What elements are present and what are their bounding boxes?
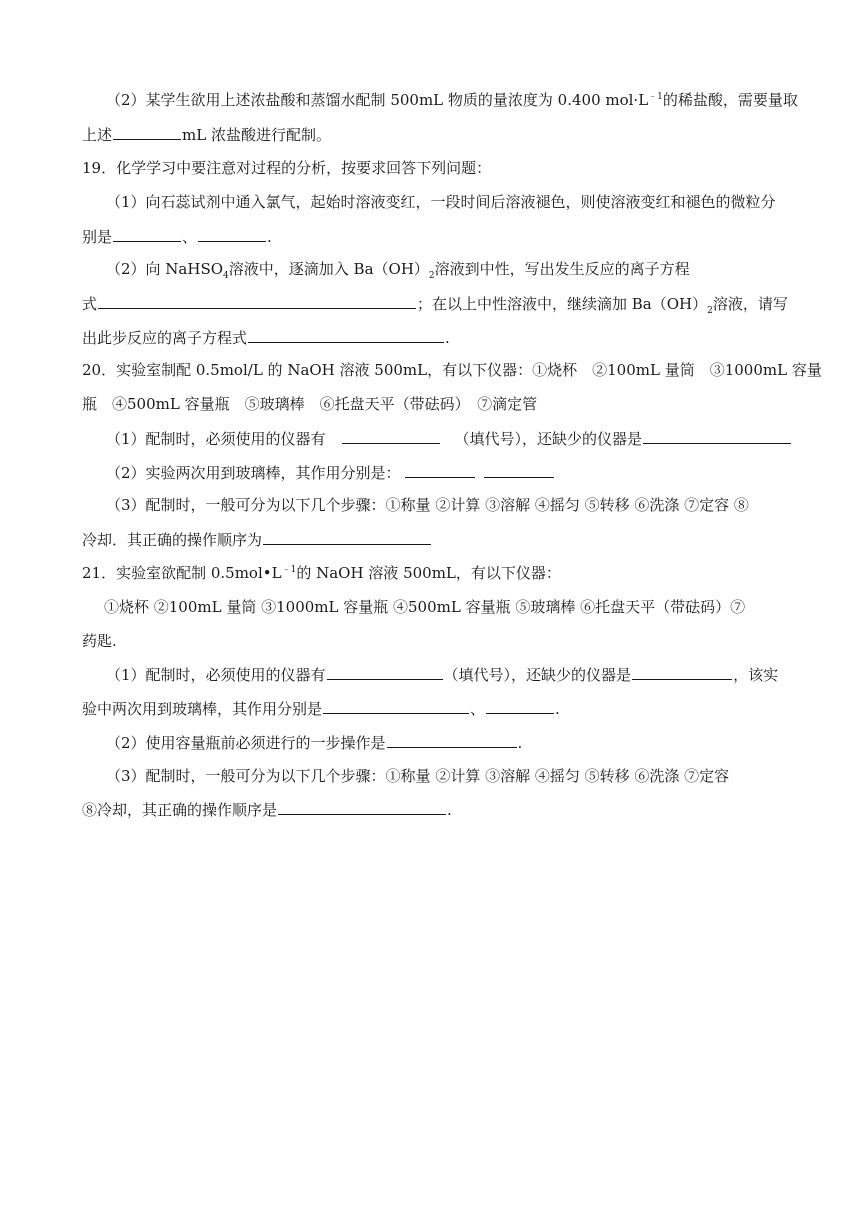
q19-part2-line3 xyxy=(82,327,450,348)
q20-text: 冷却．其正确的操作顺序为 xyxy=(82,531,263,549)
q21-title xyxy=(82,563,561,583)
q18-part2-text-b: 的稀盐酸，需要量取 xyxy=(662,91,798,109)
answer-blank[interactable] xyxy=(405,462,475,478)
q18-part2-line1 xyxy=(106,90,798,110)
answer-blank[interactable] xyxy=(263,529,431,545)
answer-blank[interactable] xyxy=(198,226,266,242)
q21-text: （2）使用容量瓶前必须进行的一步操作是 xyxy=(106,734,386,752)
q20-title-line1: 20．实验室制配 0.5mol/L 的 NaOH 溶液 500mL，有以下仪器：①烧杯 ②100mL 量筒 ③1000mL 容量 xyxy=(82,361,822,379)
answer-blank[interactable] xyxy=(323,698,469,714)
period: . xyxy=(517,734,523,752)
q19-text: （2）向 NaHSO xyxy=(106,260,224,278)
period: . xyxy=(267,228,272,246)
period: . xyxy=(445,329,450,347)
q19-text: 溶液中，逐滴加入 Ba（OH） xyxy=(228,260,429,278)
q20-title-line2: 瓶 ④500mL 容量瓶 ⑤玻璃棒 ⑥托盘天平（带砝码） ⑦滴定管 xyxy=(82,395,538,413)
q19-part2-line1 xyxy=(106,259,690,279)
q20-part3-line2 xyxy=(82,529,432,550)
q19-text: 式 xyxy=(82,295,98,313)
q21-instrument-list-cont: 药匙. xyxy=(82,632,117,650)
answer-blank[interactable] xyxy=(113,226,181,242)
q18-part2-text: （2）某学生欲用上述浓盐酸和蒸馏水配制 500mL 物质的量浓度为 0.400 mol·L xyxy=(106,91,649,109)
q21-text: （填代号），还缺少的仪器是 xyxy=(443,666,632,684)
q21-part3-line1: （3）配制时，一般可分为以下几个步骤：①称量 ②计算 ③溶解 ④摇匀 ⑤转移 ⑥洗涤 ⑦定容 xyxy=(106,767,730,785)
q19-text: 溶液，请写 xyxy=(712,295,788,313)
answer-blank[interactable] xyxy=(113,124,181,140)
period: . xyxy=(447,801,452,819)
q20-part3-line1: （3）配制时，一般可分为以下几个步骤：①称量 ②计算 ③溶解 ④摇匀 ⑤转移 ⑥洗涤 ⑦定容 ⑧ xyxy=(106,496,749,514)
q19-text: 别是 xyxy=(82,228,113,246)
q20-part2 xyxy=(106,462,555,483)
q21-text: （1）配制时，必须使用的仪器有 xyxy=(106,666,326,684)
q21-text: ，该实 xyxy=(733,666,779,684)
answer-blank[interactable] xyxy=(387,732,517,748)
period: . xyxy=(555,700,560,718)
answer-blank[interactable] xyxy=(632,664,732,680)
q19-text: ；在以上中性溶液中，继续滴加 Ba（OH） xyxy=(417,295,708,313)
q19-part2-line2 xyxy=(82,293,788,314)
q21-part1-line1 xyxy=(106,664,778,685)
q21-text: 21．实验室欲配制 0.5mol•L xyxy=(82,564,282,582)
separator: 、 xyxy=(182,228,198,246)
q20-part1 xyxy=(106,428,792,449)
q18-part2-line2 xyxy=(82,124,331,145)
subscript: 4 xyxy=(223,271,229,281)
q21-part2 xyxy=(106,732,522,753)
superscript: ﹣1 xyxy=(281,565,297,575)
q21-text: ⑧冷却，其正确的操作顺序是 xyxy=(82,801,278,819)
answer-blank[interactable] xyxy=(484,462,554,478)
q19-text: 溶液到中性，写出发生反应的离子方程 xyxy=(434,260,690,278)
answer-blank[interactable] xyxy=(486,698,554,714)
q20-text: （1）配制时，必须使用的仪器有 xyxy=(106,430,326,448)
answer-blank[interactable] xyxy=(342,428,440,444)
q21-part1-line2 xyxy=(82,698,560,719)
q19-title: 19．化学学习中要注意对过程的分析，按要求回答下列问题： xyxy=(82,159,492,177)
q21-part3-line2 xyxy=(82,799,452,820)
q21-instrument-list: ①烧杯 ②100mL 量筒 ③1000mL 容量瓶 ④500mL 容量瓶 ⑤玻璃棒 ⑥托盘天平（带砝码）⑦ xyxy=(104,598,746,616)
q19-text: 出此步反应的离子方程式 xyxy=(82,329,248,347)
superscript: ﹣1 xyxy=(648,92,663,102)
q21-text: 验中两次用到玻璃棒，其作用分别是 xyxy=(82,700,323,718)
q18-text-d: mL 浓盐酸进行配制。 xyxy=(182,126,331,144)
answer-blank[interactable] xyxy=(98,293,416,309)
q19-part1-line2 xyxy=(82,226,272,247)
subscript: 2 xyxy=(428,271,435,281)
q19-part1-line1: （1）向石蕊试剂中通入氯气，起始时溶液变红，一段时间后溶液褪色，则使溶液变红和褪色的微粒分 xyxy=(106,193,776,211)
q21-text: 的 NaOH 溶液 500mL，有以下仪器： xyxy=(296,564,561,582)
separator: 、 xyxy=(470,700,486,718)
answer-blank[interactable] xyxy=(643,428,791,444)
q20-text: （2）实验两次用到玻璃棒，其作用分别是： xyxy=(106,464,401,482)
subscript: 2 xyxy=(707,306,713,316)
answer-blank[interactable] xyxy=(248,327,444,343)
answer-blank[interactable] xyxy=(327,664,443,680)
q18-text-c: 上述 xyxy=(82,126,113,144)
answer-blank[interactable] xyxy=(278,799,446,815)
q20-text: （填代号），还缺少的仪器是 xyxy=(454,430,643,448)
